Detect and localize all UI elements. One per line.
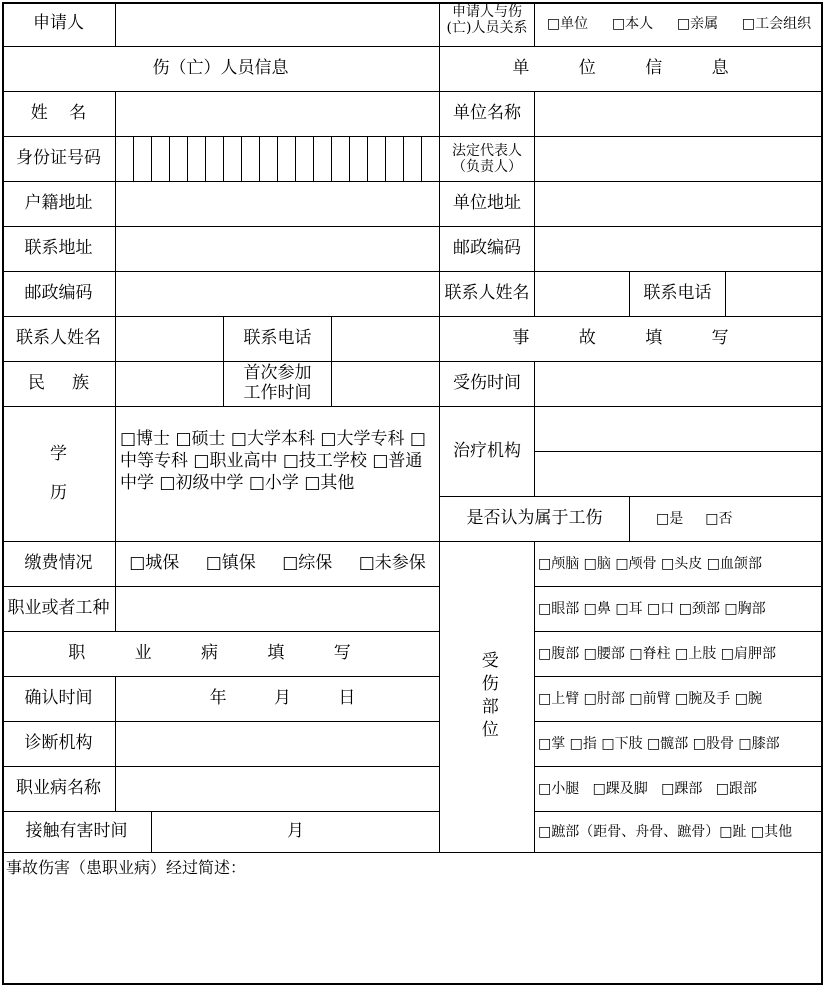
injury-part-row[interactable]: □蹠部（距骨、舟骨、蹠骨）□趾 □其他	[535, 812, 823, 853]
first-work-label: 首次参加工作时间	[224, 362, 332, 407]
applicant-input[interactable]	[116, 2, 440, 47]
contact-phone-input[interactable]	[332, 317, 440, 362]
injury-part-label-cell	[440, 542, 535, 853]
exposure-time-label: 接触有害时间	[2, 812, 152, 853]
year-label: 年	[209, 688, 227, 709]
injury-part-row[interactable]: □小腿 □踝及脚 □踝部 □跟部	[535, 767, 823, 812]
injury-time-label: 受伤时间	[440, 362, 535, 407]
description-area[interactable]	[4, 880, 821, 983]
injured-info-header: 伤（亡）人员信息	[2, 47, 440, 92]
id-digit-cell	[332, 137, 350, 182]
is-work-injury-label: 是否认为属于工伤	[440, 497, 630, 542]
disease-fill-header: 职 业 病 填 写	[2, 632, 440, 677]
first-work-input[interactable]	[332, 362, 440, 407]
option-no[interactable]: □否	[705, 510, 733, 527]
diagnosis-org-input[interactable]	[116, 722, 440, 767]
id-number-label: 身份证号码	[2, 137, 116, 182]
unit-contact-phone-input[interactable]	[726, 272, 823, 317]
ethnicity-label: 民 族	[2, 362, 116, 407]
name-label: 姓 名	[2, 92, 116, 137]
payment-option-none[interactable]: □未参保	[358, 553, 426, 574]
month-label: 月	[273, 688, 291, 709]
id-digit-cell	[260, 137, 278, 182]
unit-address-input[interactable]	[535, 182, 823, 227]
occupation-label: 职业或者工种	[2, 587, 116, 632]
exposure-time-input[interactable]	[152, 812, 440, 853]
exposure-month-label: 月	[287, 821, 304, 842]
injury-part-row[interactable]: □掌 □指 □下肢 □髋部 □股骨 □膝部	[535, 722, 823, 767]
id-digit-cell	[350, 137, 368, 182]
injury-part-row[interactable]: □腹部 □腰部 □脊柱 □上肢 □肩胛部	[535, 632, 823, 677]
id-digit-cell	[242, 137, 260, 182]
ethnicity-input[interactable]	[116, 362, 224, 407]
payment-label: 缴费情况	[2, 542, 116, 587]
unit-contact-phone-label: 联系电话	[630, 272, 726, 317]
id-digit-cell	[296, 137, 314, 182]
payment-option-comprehensive[interactable]: □综保	[282, 553, 333, 574]
household-address-label: 户籍地址	[2, 182, 116, 227]
relation-option-unit[interactable]: □单位	[546, 15, 589, 32]
injury-time-input[interactable]	[535, 362, 823, 407]
id-digit-cell	[206, 137, 224, 182]
id-digit-cell	[386, 137, 404, 182]
id-digit-cell	[368, 137, 386, 182]
unit-postcode-label: 邮政编码	[440, 227, 535, 272]
relation-label: 申请人与伤(亡)人员关系	[440, 2, 535, 47]
household-address-input[interactable]	[116, 182, 440, 227]
day-label: 日	[338, 688, 356, 709]
id-digit-cell	[188, 137, 206, 182]
relation-options	[535, 2, 823, 47]
accident-fill-header: 事 故 填 写	[440, 317, 823, 362]
unit-name-input[interactable]	[535, 92, 823, 137]
treatment-org-input-1[interactable]	[535, 407, 823, 452]
applicant-label: 申请人	[2, 2, 116, 47]
option-yes[interactable]: □是	[656, 510, 684, 527]
id-digit-cell	[170, 137, 188, 182]
confirm-time-input[interactable]	[116, 677, 440, 722]
name-input[interactable]	[116, 92, 440, 137]
confirm-time-label: 确认时间	[2, 677, 116, 722]
injury-part-row[interactable]: □上臂 □肘部 □前臂 □腕及手 □腕	[535, 677, 823, 722]
description-label: 事故伤害（患职业病）经过简述：	[6, 858, 247, 877]
injury-part-row[interactable]: □颅脑 □脑 □颅骨 □头皮 □血颌部	[535, 542, 823, 587]
postcode-input[interactable]	[116, 272, 440, 317]
contact-name-input[interactable]	[116, 317, 224, 362]
legal-rep-label: 法定代表人（负责人）	[440, 137, 535, 182]
injury-part-row[interactable]: □眼部 □鼻 □耳 □口 □颈部 □胸部	[535, 587, 823, 632]
payment-options	[116, 542, 440, 587]
unit-contact-name-input[interactable]	[535, 272, 630, 317]
id-digit-cell	[314, 137, 332, 182]
relation-option-union[interactable]: □工会组织	[741, 15, 812, 32]
id-digit-cell	[224, 137, 242, 182]
is-work-injury-options	[630, 497, 823, 542]
relation-option-relative[interactable]: □亲属	[676, 15, 719, 32]
contact-address-label: 联系地址	[2, 227, 116, 272]
injury-part-label: 受伤部位	[477, 651, 498, 743]
contact-name-label: 联系人姓名	[2, 317, 116, 362]
contact-address-input[interactable]	[116, 227, 440, 272]
unit-info-header: 单 位 信 息	[440, 47, 823, 92]
id-digit-cell	[278, 137, 296, 182]
id-digit-cell	[116, 137, 134, 182]
relation-option-self[interactable]: □本人	[611, 15, 654, 32]
id-digit-cell	[404, 137, 422, 182]
unit-address-label: 单位地址	[440, 182, 535, 227]
treatment-org-label: 治疗机构	[440, 407, 535, 497]
disease-name-label: 职业病名称	[2, 767, 116, 812]
legal-rep-input[interactable]	[535, 137, 823, 182]
treatment-org-input-2[interactable]	[535, 452, 823, 497]
unit-postcode-input[interactable]	[535, 227, 823, 272]
contact-phone-label: 联系电话	[224, 317, 332, 362]
education-label: 学 历	[2, 407, 116, 542]
unit-name-label: 单位名称	[440, 92, 535, 137]
postcode-label: 邮政编码	[2, 272, 116, 317]
education-options[interactable]: □博士 □硕士 □大学本科 □大学专科 □中等专科 □职业高中 □技工学校 □普通中学 □初级中学 □小学 □其他	[120, 429, 426, 493]
payment-option-town[interactable]: □镇保	[205, 553, 256, 574]
diagnosis-org-label: 诊断机构	[2, 722, 116, 767]
id-digit-cell	[134, 137, 152, 182]
disease-name-input[interactable]	[116, 767, 440, 812]
payment-option-city[interactable]: □城保	[129, 553, 180, 574]
id-digit-cell	[152, 137, 170, 182]
unit-contact-name-label: 联系人姓名	[440, 272, 535, 317]
occupation-input[interactable]	[116, 587, 440, 632]
